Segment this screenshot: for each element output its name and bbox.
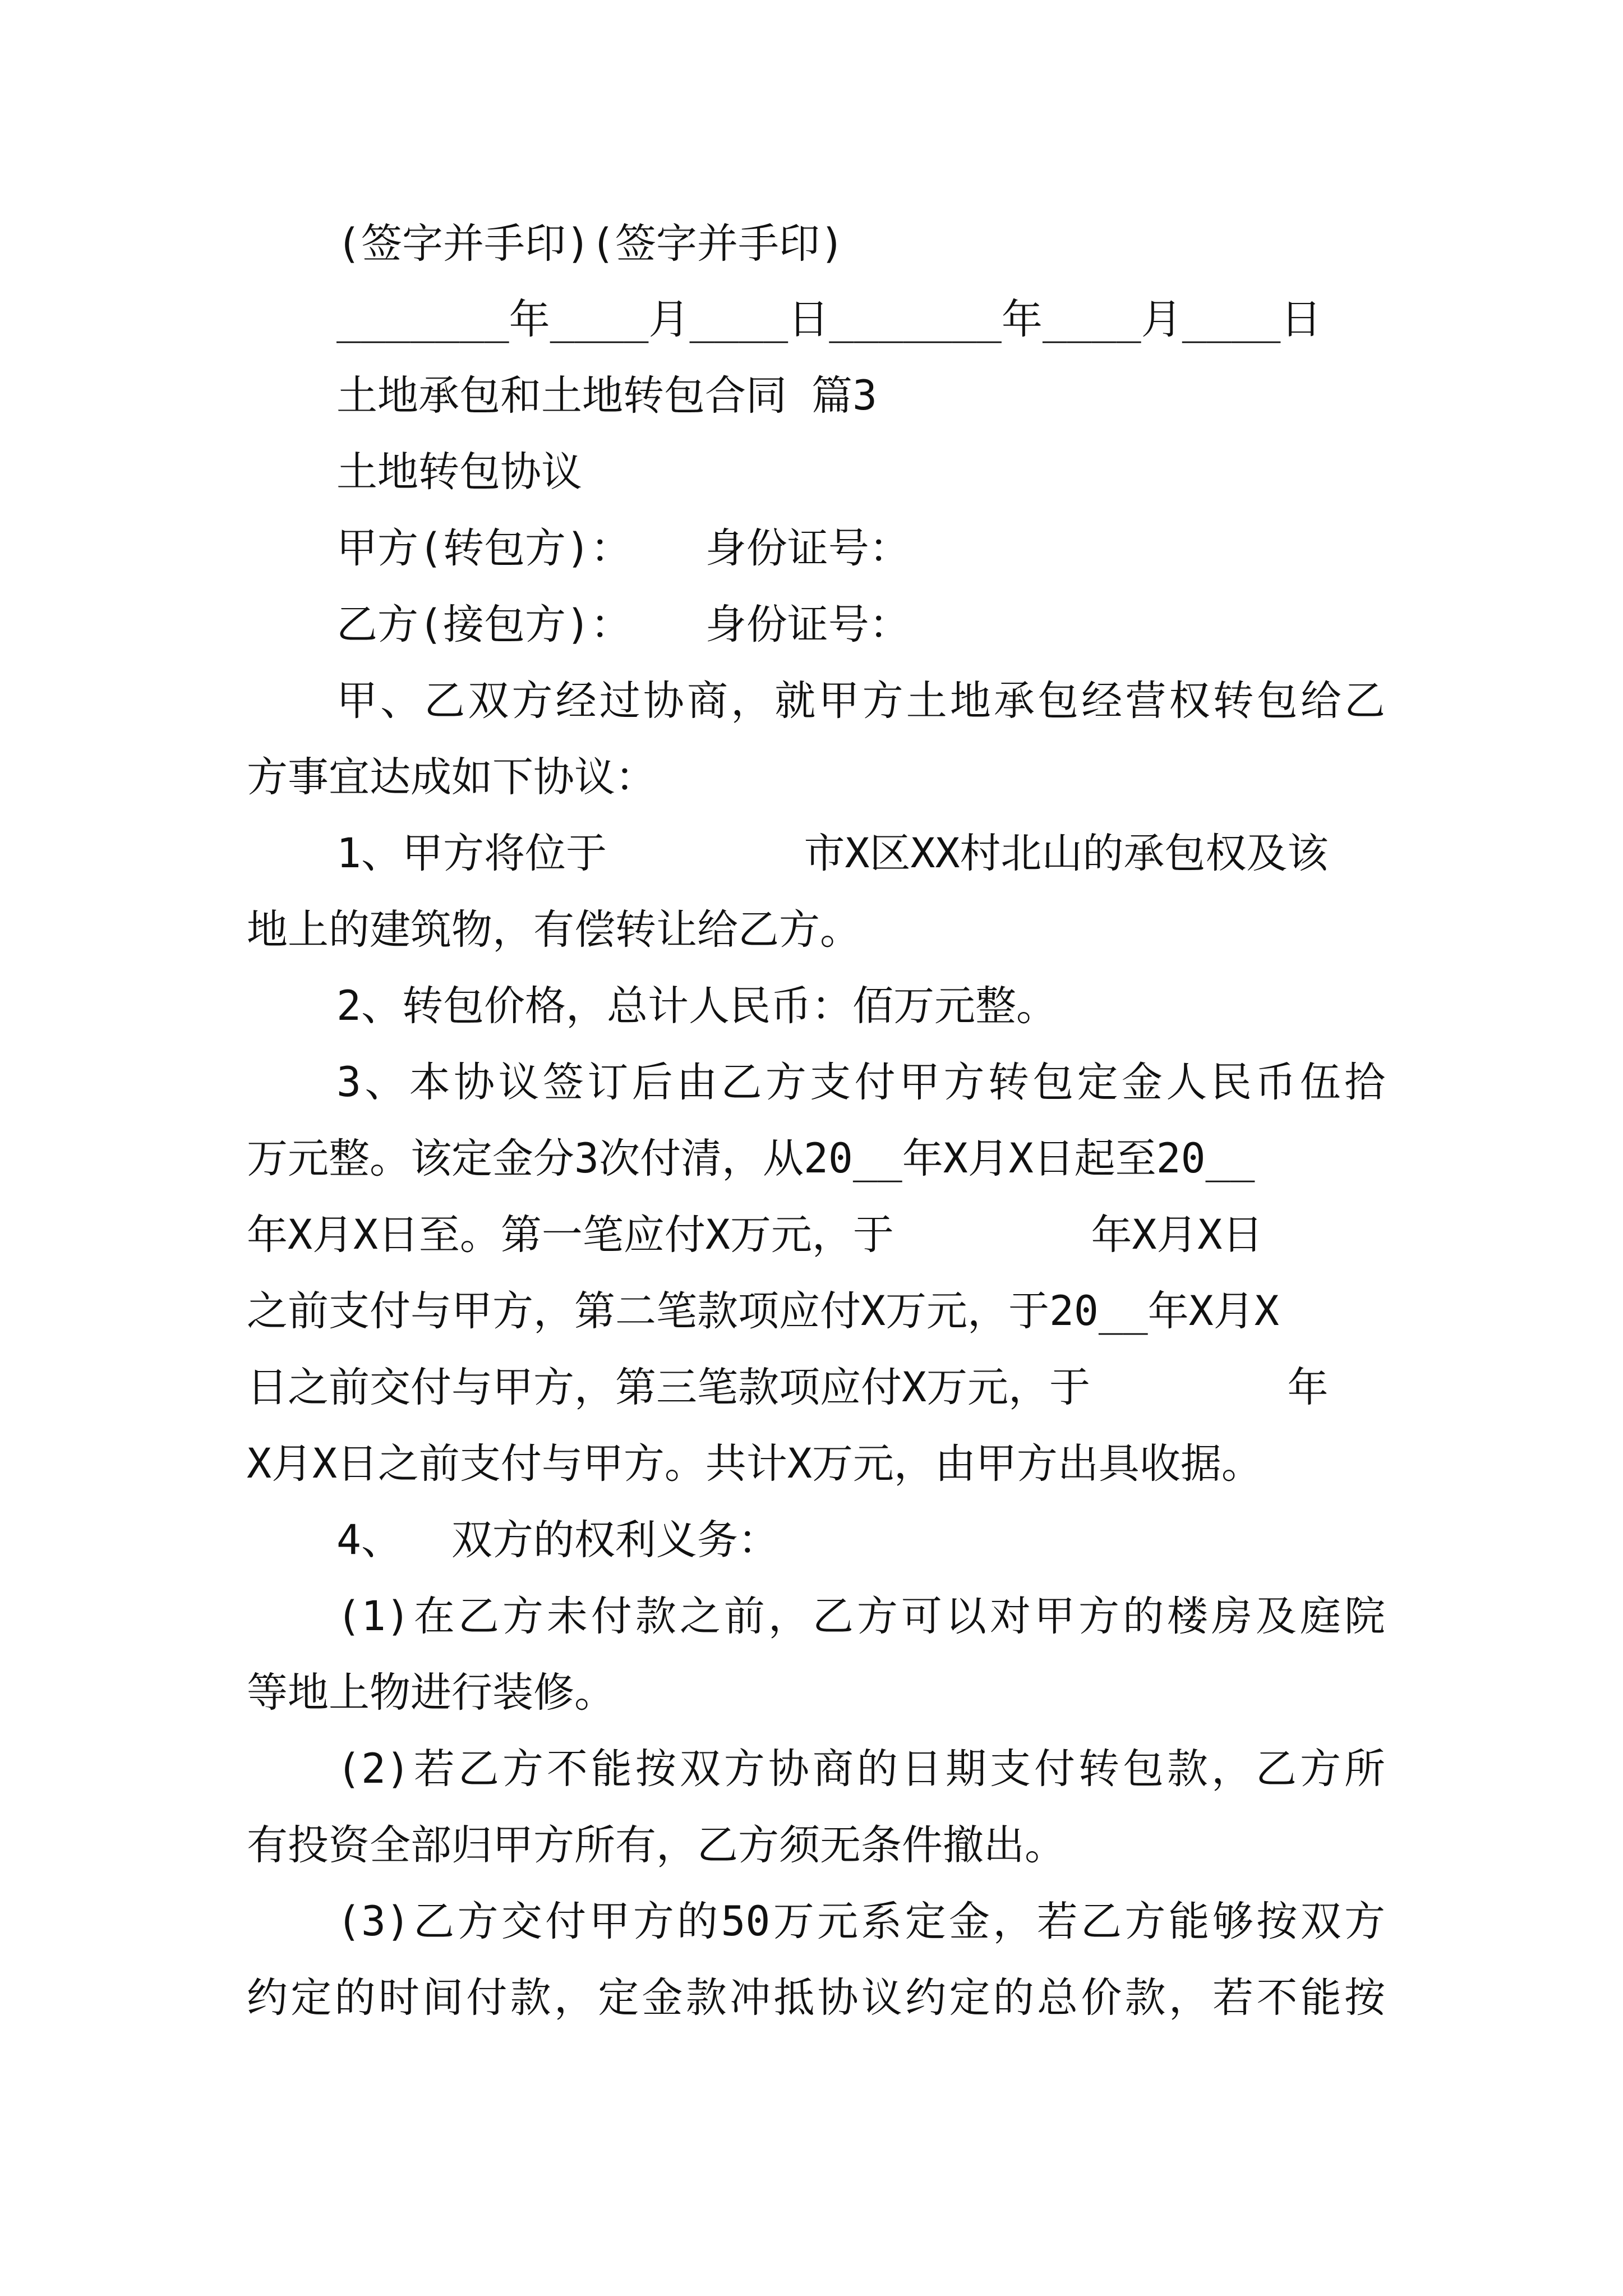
paragraph-line: X月X日之前支付与甲方。共计X万元，由甲方出具收据。 [247,1440,1262,1488]
paragraph-line: 约定的时间付款，定金款冲抵协议约定的总价款，若不能按 [247,1974,1385,2022]
paragraph-line: 之前支付与甲方，第二笔款项应付X万元，于20__年X月X [247,1287,1279,1335]
paragraph-line: 等地上物进行装修。 [247,1669,615,1717]
paragraph-line: 万元整。该定金分3次付清，从20__年X月X日起至20__ [247,1135,1255,1182]
paragraph-line: (1)在乙方未付款之前，乙方可以对甲方的楼房及庭院 [336,1593,1385,1640]
paragraph-line: 甲、乙双方经过协商，就甲方土地承包经营权转包给乙 [336,677,1385,725]
paragraph-line: 3、本协议签订后由乙方支付甲方转包定金人民币伍拾 [336,1059,1385,1106]
paragraph-line: 日之前交付与甲方，第三笔款项应付X万元，于 年 [247,1364,1329,1411]
date-line: _______年____月____日_______年____月____日 [336,296,1322,343]
party-b-line: 乙方(接包方)： 身份证号： [336,601,910,648]
paragraph-line: 4、 双方的权利义务： [336,1516,779,1564]
section-title: 土地承包和土地转包合同 篇3 [336,372,877,420]
party-a-line: 甲方(转包方)： 身份证号： [336,524,910,572]
paragraph-line: 1、甲方将位于 市X区XX村北山的承包权及该 [336,830,1329,877]
paragraph-line: (3)乙方交付甲方的50万元系定金，若乙方能够按双方 [336,1898,1385,1945]
paragraph-line: 地上的建筑物，有偿转让给乙方。 [247,906,861,954]
paragraph-line: (2)若乙方不能按双方协商的日期支付转包款，乙方所 [336,1745,1385,1793]
paragraph-line: 方事宜达成如下协议： [247,753,656,801]
paragraph-line: 2、转包价格，总计人民币：佰万元整。 [336,982,1057,1030]
paragraph-line: 年X月X日至。第一笔应付X万元，于 年X月X日 [247,1211,1264,1259]
signature-line: (签字并手印)(签字并手印) [336,220,845,268]
paragraph-line: 有投资全部归甲方所有，乙方须无条件撤出。 [247,1821,1066,1869]
agreement-title: 土地转包协议 [336,448,582,496]
